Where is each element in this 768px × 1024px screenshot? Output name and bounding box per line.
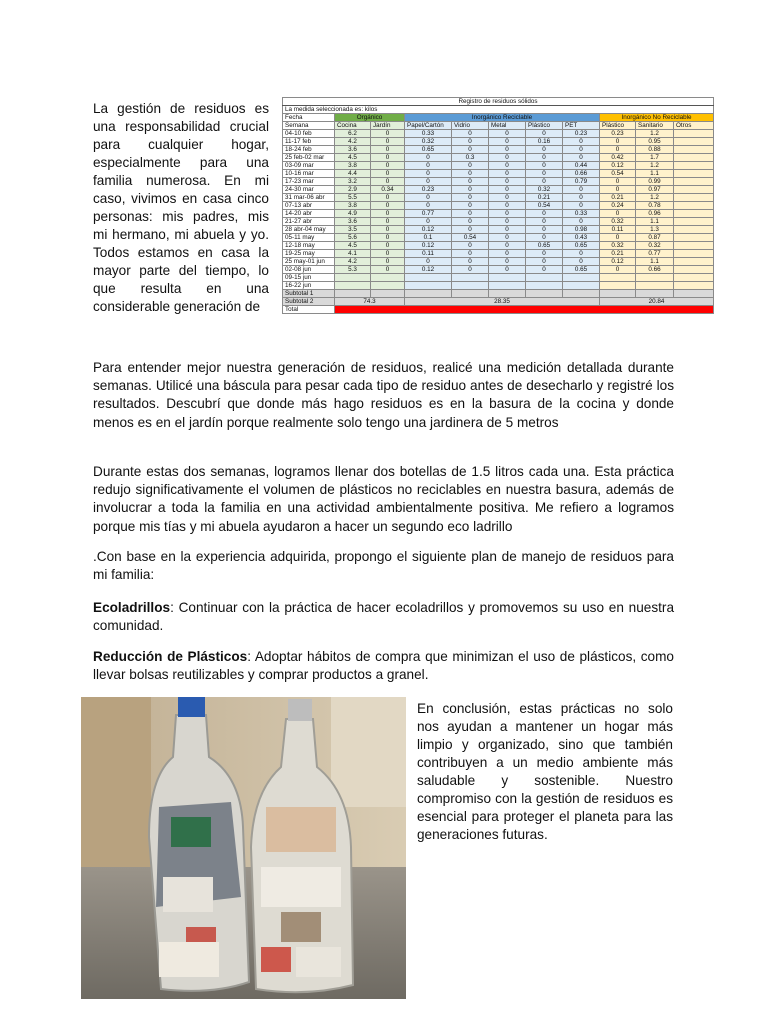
table-row	[283, 218, 714, 226]
value-cell: 0.23	[405, 186, 452, 194]
value-cell: 0	[489, 226, 526, 234]
value-cell: 0.21	[526, 194, 563, 202]
value-cell: 0	[405, 258, 452, 266]
value-cell	[452, 274, 489, 282]
table-row	[283, 202, 714, 210]
week-cell: 21-27 abr	[283, 218, 335, 226]
value-cell: 0	[452, 186, 489, 194]
value-cell: 0.66	[563, 170, 600, 178]
value-cell	[335, 274, 371, 282]
value-cell: 0	[563, 138, 600, 146]
column-header: Vidrio	[452, 122, 489, 130]
week-cell: 10-16 mar	[283, 170, 335, 178]
week-cell: 09-15 jun	[283, 274, 335, 282]
total-value: 123.49	[335, 306, 714, 314]
value-cell: 1.3	[636, 226, 674, 234]
value-cell: 0	[371, 226, 405, 234]
table-row	[283, 274, 714, 282]
value-cell: 0	[371, 154, 405, 162]
value-cell: 0	[452, 162, 489, 170]
week-cell: 25 may-01 jun	[283, 258, 335, 266]
value-cell: 1.2	[636, 130, 674, 138]
value-cell: 0	[452, 130, 489, 138]
value-cell: 4.4	[335, 170, 371, 178]
value-cell: 0.33	[563, 210, 600, 218]
value-cell	[674, 130, 714, 138]
week-cell: 12-18 may	[283, 242, 335, 250]
value-cell: 0	[452, 210, 489, 218]
value-cell	[452, 282, 489, 290]
table-row	[283, 146, 714, 154]
value-cell: 0	[489, 186, 526, 194]
value-cell: 0	[489, 210, 526, 218]
table-row	[283, 258, 714, 266]
value-cell: 0.87	[636, 234, 674, 242]
value-cell: 0.32	[405, 138, 452, 146]
value-cell: 0	[489, 146, 526, 154]
value-cell: 0	[526, 154, 563, 162]
value-cell: 0.95	[636, 138, 674, 146]
value-cell: 0	[489, 194, 526, 202]
total-row	[283, 306, 714, 314]
week-cell: 25 feb-02 mar	[283, 154, 335, 162]
value-cell: 0.32	[600, 218, 636, 226]
value-cell: 0.23	[600, 130, 636, 138]
value-cell	[489, 282, 526, 290]
value-cell	[600, 282, 636, 290]
table-row	[283, 250, 714, 258]
value-cell: 0.77	[636, 250, 674, 258]
value-cell	[674, 234, 714, 242]
value-cell: 4.5	[335, 242, 371, 250]
value-cell	[636, 274, 674, 282]
value-cell: 3.6	[335, 218, 371, 226]
header-no-reciclable: Inorgánico No Reciclable	[600, 114, 714, 122]
value-cell	[674, 170, 714, 178]
table-row	[283, 282, 714, 290]
value-cell	[674, 218, 714, 226]
value-cell: 0.54	[600, 170, 636, 178]
value-cell: 0	[563, 146, 600, 154]
subtotal1-row	[283, 290, 714, 298]
value-cell: 0.3	[452, 154, 489, 162]
value-cell: 0	[600, 138, 636, 146]
value-cell: 6.2	[335, 130, 371, 138]
value-cell: 0.97	[636, 186, 674, 194]
value-cell: 0	[489, 154, 526, 162]
value-cell	[674, 162, 714, 170]
column-header: Semana	[283, 122, 335, 130]
header-fecha: Fecha	[283, 114, 335, 122]
table-unit-row	[283, 106, 714, 114]
value-cell: 0	[371, 266, 405, 274]
value-cell	[674, 258, 714, 266]
value-cell: 1.2	[636, 194, 674, 202]
value-cell: 0.65	[526, 242, 563, 250]
value-cell: 0.16	[526, 138, 563, 146]
value-cell: 0	[489, 258, 526, 266]
value-cell: 0	[600, 186, 636, 194]
table-row	[283, 226, 714, 234]
table-row	[283, 130, 714, 138]
plastic-reduction-text: : Adoptar hábitos de compra que minimizan el uso de plásticos, como llevar bolsas reutilizables y comprar productos a granel.	[93, 649, 674, 683]
value-cell: 4.5	[335, 154, 371, 162]
table-row	[283, 154, 714, 162]
ecobottles-illustration	[81, 697, 406, 999]
value-cell: 0	[563, 202, 600, 210]
value-cell: 0	[526, 178, 563, 186]
value-cell: 0	[371, 210, 405, 218]
value-cell: 0	[489, 170, 526, 178]
value-cell: 0	[371, 178, 405, 186]
value-cell: 0	[489, 242, 526, 250]
value-cell	[674, 266, 714, 274]
value-cell: 3.6	[335, 146, 371, 154]
subtotal2-no-reciclable: 20.84	[600, 298, 714, 306]
value-cell	[674, 282, 714, 290]
value-cell: 1.1	[636, 170, 674, 178]
value-cell: 0	[405, 154, 452, 162]
value-cell	[674, 138, 714, 146]
plastic-reduction-title: Reducción de Plásticos	[93, 649, 248, 664]
ecobottles-photo	[81, 697, 406, 999]
value-cell	[636, 282, 674, 290]
value-cell: 0	[489, 266, 526, 274]
value-cell: 0	[489, 130, 526, 138]
value-cell: 0.65	[405, 146, 452, 154]
table-row	[283, 138, 714, 146]
table-row	[283, 194, 714, 202]
week-cell: 14-20 abr	[283, 210, 335, 218]
value-cell: 0.12	[405, 266, 452, 274]
value-cell: 0	[563, 186, 600, 194]
value-cell	[563, 274, 600, 282]
value-cell: 0.77	[405, 210, 452, 218]
value-cell	[335, 282, 371, 290]
table-column-header-row	[283, 122, 714, 130]
value-cell: 0.44	[563, 162, 600, 170]
subtotal1-cell	[489, 290, 526, 298]
week-cell: 31 mar-06 abr	[283, 194, 335, 202]
value-cell: 0	[526, 130, 563, 138]
week-cell: 11-17 feb	[283, 138, 335, 146]
value-cell	[674, 202, 714, 210]
value-cell: 0	[526, 234, 563, 242]
value-cell: 4.2	[335, 258, 371, 266]
waste-table-grid	[282, 97, 714, 314]
value-cell: 0	[526, 226, 563, 234]
week-cell: 19-25 may	[283, 250, 335, 258]
value-cell: 0	[489, 202, 526, 210]
value-cell	[674, 178, 714, 186]
value-cell: 0.23	[563, 130, 600, 138]
table-row	[283, 170, 714, 178]
value-cell: 0	[405, 194, 452, 202]
value-cell: 0	[452, 178, 489, 186]
table-row	[283, 178, 714, 186]
column-header: Metal	[489, 122, 526, 130]
value-cell: 0	[452, 258, 489, 266]
value-cell: 0	[452, 266, 489, 274]
value-cell: 0	[371, 258, 405, 266]
value-cell: 0	[563, 218, 600, 226]
header-organico: Orgánico	[335, 114, 405, 122]
unit-label: La medida seleccionada es: kilos	[283, 106, 714, 114]
value-cell	[674, 250, 714, 258]
value-cell: 0.32	[600, 242, 636, 250]
value-cell: 0.65	[563, 242, 600, 250]
value-cell: 1.2	[636, 162, 674, 170]
value-cell: 0	[526, 218, 563, 226]
table-group-header-row	[283, 114, 714, 122]
value-cell: 0	[600, 146, 636, 154]
value-cell	[405, 274, 452, 282]
value-cell: 0	[489, 162, 526, 170]
week-cell: 07-13 abr	[283, 202, 335, 210]
value-cell: 0	[489, 218, 526, 226]
value-cell: 0.54	[526, 202, 563, 210]
value-cell: 0.34	[371, 186, 405, 194]
value-cell	[405, 282, 452, 290]
value-cell	[674, 154, 714, 162]
value-cell: 3.8	[335, 162, 371, 170]
value-cell: 0.21	[600, 250, 636, 258]
plastic-reduction-paragraph	[93, 648, 674, 684]
value-cell: 0	[405, 202, 452, 210]
value-cell: 0	[489, 138, 526, 146]
value-cell: 5.6	[335, 234, 371, 242]
column-header: Plástico	[526, 122, 563, 130]
value-cell: 0	[371, 130, 405, 138]
table-row	[283, 242, 714, 250]
value-cell: 0.99	[636, 178, 674, 186]
bottles-paragraph: Durante estas dos semanas, logramos llenar dos botellas de 1.5 litros cada una. Esta práctica redujo significativamente el volumen de plásticos no reciclables en nuestra basura, además de involucrar a toda la familia en una actividad ambientalmente positiva. Me refiero a logramos porque mis tías y mi abuela ayudaron a hacer un segundo eco ladrillo	[93, 464, 674, 534]
value-cell: 0	[489, 250, 526, 258]
value-cell: 0	[452, 202, 489, 210]
value-cell: 0	[371, 234, 405, 242]
intro-paragraph: La gestión de residuos es una responsabilidad crucial para cualquier hogar, especialmente para una familia numerosa. En mi caso, vivimos en casa cinco personas: mis padres, mis mi hermano, mi abuela y yo. Todos estamos en casa la mayor parte del tiempo, lo que resulta en una considerable generación de	[93, 101, 269, 314]
value-cell: 1.1	[636, 218, 674, 226]
subtotal1-cell	[636, 290, 674, 298]
value-cell: 0	[405, 170, 452, 178]
table-row	[283, 234, 714, 242]
value-cell: 0.24	[600, 202, 636, 210]
value-cell: 0	[371, 146, 405, 154]
value-cell: 0	[563, 258, 600, 266]
column-header: Plástico	[600, 122, 636, 130]
subtotal2-row	[283, 298, 714, 306]
value-cell	[371, 274, 405, 282]
value-cell: 5.5	[335, 194, 371, 202]
value-cell: 0.66	[636, 266, 674, 274]
value-cell: 0.12	[405, 226, 452, 234]
ecoladrillos-paragraph	[93, 599, 674, 635]
value-cell: 0	[371, 242, 405, 250]
value-cell	[526, 274, 563, 282]
subtotal1-cell	[600, 290, 636, 298]
value-cell	[526, 282, 563, 290]
value-cell: 0	[526, 210, 563, 218]
value-cell	[371, 282, 405, 290]
value-cell: 3.2	[335, 178, 371, 186]
value-cell: 0	[405, 162, 452, 170]
column-header: Papel/Cartón	[405, 122, 452, 130]
value-cell	[674, 186, 714, 194]
value-cell: 0	[371, 194, 405, 202]
value-cell	[674, 210, 714, 218]
value-cell: 0.65	[563, 266, 600, 274]
value-cell: 0	[600, 210, 636, 218]
value-cell	[674, 146, 714, 154]
value-cell: 0.96	[636, 210, 674, 218]
value-cell	[674, 242, 714, 250]
week-cell: 05-11 may	[283, 234, 335, 242]
value-cell: 0	[371, 170, 405, 178]
week-cell: 24-30 mar	[283, 186, 335, 194]
value-cell: 0.32	[526, 186, 563, 194]
value-cell: 0	[452, 138, 489, 146]
value-cell: 0	[600, 178, 636, 186]
value-cell: 0	[452, 194, 489, 202]
subtotal1-cell	[405, 290, 452, 298]
ecoladrillos-title: Ecoladrillos	[93, 600, 171, 615]
value-cell: 3.8	[335, 202, 371, 210]
table-row	[283, 186, 714, 194]
value-cell: 0	[452, 250, 489, 258]
value-cell: 0	[452, 170, 489, 178]
value-cell: 0.33	[405, 130, 452, 138]
value-cell: 3.5	[335, 226, 371, 234]
subtotal1-label: Subtotal 1	[283, 290, 335, 298]
value-cell: 0	[452, 218, 489, 226]
value-cell: 0	[526, 250, 563, 258]
column-header: Otros	[674, 122, 714, 130]
ecoladrillos-text: : Continuar con la práctica de hacer ecoladrillos y promovemos su uso en nuestra comunidad.	[93, 600, 674, 634]
subtotal2-organico: 74.3	[335, 298, 405, 306]
value-cell: 0	[526, 266, 563, 274]
week-cell: 16-22 jun	[283, 282, 335, 290]
value-cell: 0	[371, 162, 405, 170]
subtotal2-inorganico: 28.35	[405, 298, 600, 306]
week-cell: 02-08 jun	[283, 266, 335, 274]
table-row	[283, 162, 714, 170]
value-cell	[674, 226, 714, 234]
value-cell: 0	[526, 258, 563, 266]
week-cell: 04-10 feb	[283, 130, 335, 138]
value-cell: 4.1	[335, 250, 371, 258]
value-cell: 1.1	[636, 258, 674, 266]
header-inorganico-reciclable: Inorgánico Reciclable	[405, 114, 600, 122]
subtotal1-cell	[452, 290, 489, 298]
week-cell: 28 abr-04 may	[283, 226, 335, 234]
value-cell: 0.88	[636, 146, 674, 154]
value-cell: 0.12	[405, 242, 452, 250]
column-header: Sanitario	[636, 122, 674, 130]
value-cell: 0.54	[452, 234, 489, 242]
value-cell: 0	[371, 218, 405, 226]
value-cell: 0	[452, 226, 489, 234]
value-cell: 0.79	[563, 178, 600, 186]
conclusion-paragraph: En conclusión, estas prácticas no solo nos ayudan a mantener un hogar más limpio y organizado, sino que también contribuyen a un medio ambiente más saludable y sostenible. Nuestro compromiso con la gestión de residuos es esencial para proteger el planeta para las generaciones futuras.	[417, 701, 673, 842]
value-cell: 0.43	[563, 234, 600, 242]
value-cell: 0	[600, 266, 636, 274]
subtotal1-cell	[563, 290, 600, 298]
value-cell: 5.3	[335, 266, 371, 274]
measurement-paragraph: Para entender mejor nuestra generación de residuos, realicé una medición detallada durante semanas. Utilicé una báscula para pesar cada tipo de residuo antes de desecharlo y registré los resultados. Descubrí que donde más hago residuos es en la basura de la cocina y donde menos es en el jardín porque realmente solo tengo una jardinera de 5 metros	[93, 360, 674, 430]
table-title-row	[283, 98, 714, 106]
value-cell: 0.11	[600, 226, 636, 234]
value-cell: 0	[371, 250, 405, 258]
value-cell: 0	[563, 194, 600, 202]
value-cell: 4.2	[335, 138, 371, 146]
value-cell	[489, 274, 526, 282]
subtotal1-cell	[526, 290, 563, 298]
value-cell: 0	[600, 234, 636, 242]
value-cell: 1.7	[636, 154, 674, 162]
value-cell: 0	[405, 218, 452, 226]
value-cell	[674, 274, 714, 282]
subtotal2-label: Subtotal 2	[283, 298, 335, 306]
value-cell: 0	[489, 178, 526, 186]
value-cell: 0.21	[600, 194, 636, 202]
value-cell: 0	[452, 242, 489, 250]
waste-record-table	[282, 97, 713, 314]
table-row	[283, 266, 714, 274]
value-cell: 0	[563, 154, 600, 162]
total-label: Total	[283, 306, 335, 314]
table-title: Registro de residuos sólidos	[283, 98, 714, 106]
week-cell: 17-23 mar	[283, 178, 335, 186]
value-cell: 0	[489, 234, 526, 242]
value-cell: 0.11	[405, 250, 452, 258]
value-cell: 0.32	[636, 242, 674, 250]
value-cell: 0	[526, 170, 563, 178]
table-row	[283, 210, 714, 218]
week-cell: 03-09 mar	[283, 162, 335, 170]
column-header: Cocina	[335, 122, 371, 130]
value-cell: 0	[371, 202, 405, 210]
value-cell: 0.12	[600, 258, 636, 266]
value-cell: 0	[405, 178, 452, 186]
subtotal1-cell	[335, 290, 371, 298]
value-cell: 0.42	[600, 154, 636, 162]
value-cell	[563, 282, 600, 290]
value-cell: 0.1	[405, 234, 452, 242]
value-cell: 4.9	[335, 210, 371, 218]
value-cell: 0	[371, 138, 405, 146]
value-cell: 0	[452, 146, 489, 154]
value-cell: 2.9	[335, 186, 371, 194]
column-header: PET	[563, 122, 600, 130]
subtotal1-cell	[674, 290, 714, 298]
week-cell: 18-24 feb	[283, 146, 335, 154]
value-cell: 0	[526, 162, 563, 170]
value-cell: 0.12	[600, 162, 636, 170]
value-cell: 0.78	[636, 202, 674, 210]
subtotal1-cell	[371, 290, 405, 298]
value-cell: 0	[563, 250, 600, 258]
value-cell: 0.98	[563, 226, 600, 234]
value-cell	[600, 274, 636, 282]
plan-intro-paragraph: .Con base en la experiencia adquirida, propongo el siguiente plan de manejo de residuos para mi familia:	[93, 549, 674, 583]
value-cell: 0	[526, 146, 563, 154]
column-header: Jardín	[371, 122, 405, 130]
value-cell	[674, 194, 714, 202]
